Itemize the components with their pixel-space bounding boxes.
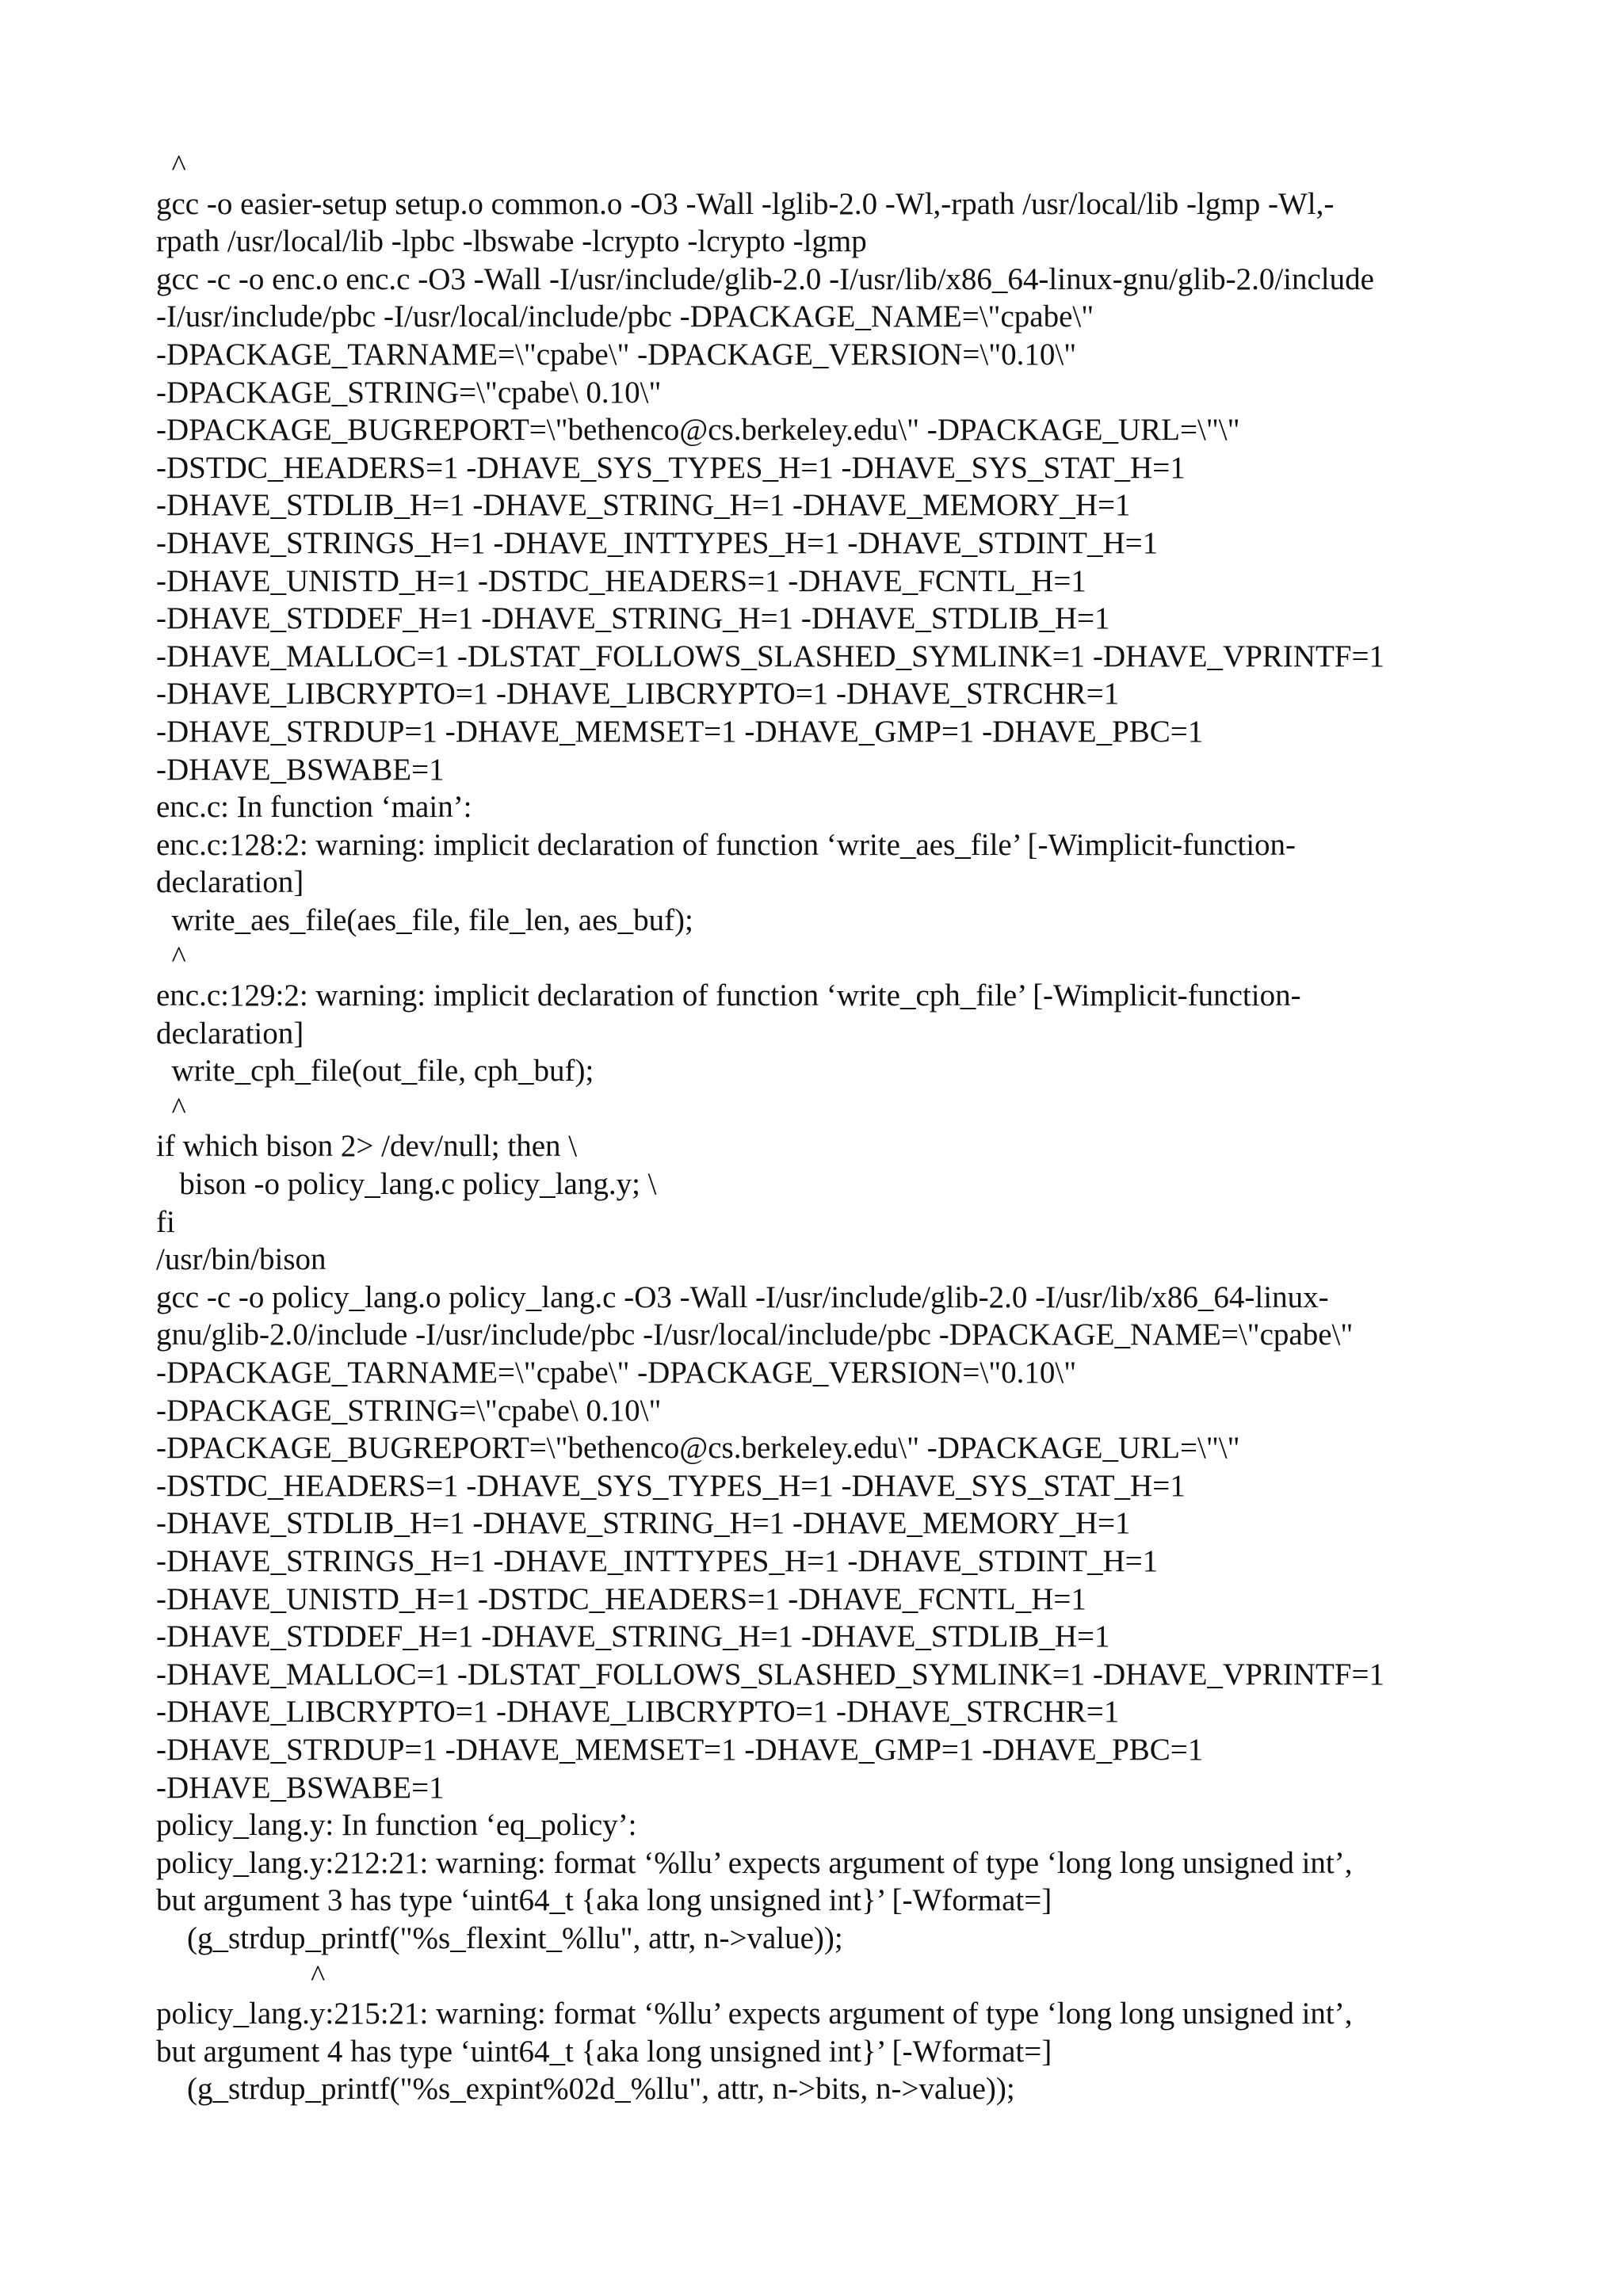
text-line: policy_lang.y: In function ‘eq_policy’: [156,1808,637,1843]
text-line: -DPACKAGE_STRING=\"cpabe\ 0.10\" [156,1393,662,1428]
text-line: -DHAVE_STDDEF_H=1 -DHAVE_STRING_H=1 -DHAVE_STDLIB_H=1 [156,1619,1110,1654]
text-line: -DHAVE_STRINGS_H=1 -DHAVE_INTTYPES_H=1 -DHAVE_STDINT_H=1 [156,1543,1159,1578]
text-line: -DSTDC_HEADERS=1 -DHAVE_SYS_TYPES_H=1 -DHAVE_SYS_STAT_H=1 [156,450,1186,485]
text-line: policy_lang.y:215:21: warning: format ‘%llu’ expects argument of type ‘long long unsigned int’, [156,1997,1353,2031]
text-line: -DHAVE_LIBCRYPTO=1 -DHAVE_LIBCRYPTO=1 -DHAVE_STRCHR=1 [156,1695,1120,1730]
text-line: ^ [156,149,186,183]
text-line: -DHAVE_MALLOC=1 -DLSTAT_FOLLOWS_SLASHED_SYMLINK=1 -DHAVE_VPRINTF=1 [156,1657,1384,1691]
text-line: -DHAVE_UNISTD_H=1 -DSTDC_HEADERS=1 -DHAVE_FCNTL_H=1 [156,1581,1086,1616]
text-line: enc.c:128:2: warning: implicit declaration of function ‘write_aes_file’ [-Wimplicit-function- [156,827,1296,862]
text-line: fi [156,1204,175,1239]
text-line: -DHAVE_BSWABE=1 [156,1770,445,1805]
text-line: -DPACKAGE_BUGREPORT=\"bethenco@cs.berkeley.edu\" -DPACKAGE_URL=\"\" [156,413,1240,448]
text-line: ^ [156,940,186,975]
text-line: -DHAVE_STDDEF_H=1 -DHAVE_STRING_H=1 -DHAVE_STDLIB_H=1 [156,601,1110,636]
text-line: -DHAVE_STRDUP=1 -DHAVE_MEMSET=1 -DHAVE_GMP=1 -DHAVE_PBC=1 [156,1732,1204,1767]
text-line: -DHAVE_BSWABE=1 [156,752,445,787]
text-line: -DHAVE_UNISTD_H=1 -DSTDC_HEADERS=1 -DHAVE_FCNTL_H=1 [156,563,1086,598]
text-line: but argument 3 has type ‘uint64_t {aka long unsigned int}’ [-Wformat=] [156,1883,1052,1918]
text-line: -DPACKAGE_BUGREPORT=\"bethenco@cs.berkeley.edu\" -DPACKAGE_URL=\"\" [156,1431,1240,1466]
text-line: gcc -c -o enc.o enc.c -O3 -Wall -I/usr/include/glib-2.0 -I/usr/lib/x86_64-linux-gnu/glib-2.0/include [156,261,1374,296]
text-line: declaration] [156,865,304,900]
text-line: -DHAVE_STDLIB_H=1 -DHAVE_STRING_H=1 -DHAVE_MEMORY_H=1 [156,1506,1131,1541]
text-line: -DSTDC_HEADERS=1 -DHAVE_SYS_TYPES_H=1 -DHAVE_SYS_STAT_H=1 [156,1468,1186,1503]
text-line: -DPACKAGE_STRING=\"cpabe\ 0.10\" [156,375,662,410]
text-line: -I/usr/include/pbc -I/usr/local/include/pbc -DPACKAGE_NAME=\"cpabe\" [156,299,1094,334]
text-line: -DHAVE_LIBCRYPTO=1 -DHAVE_LIBCRYPTO=1 -DHAVE_STRCHR=1 [156,677,1120,711]
text-line: -DPACKAGE_TARNAME=\"cpabe\" -DPACKAGE_VERSION=\"0.10\" [156,1356,1077,1390]
text-line: but argument 4 has type ‘uint64_t {aka long unsigned int}’ [-Wformat=] [156,2034,1052,2069]
text-line: write_cph_file(out_file, cph_buf); [156,1054,594,1089]
text-line: write_aes_file(aes_file, file_len, aes_buf); [156,902,693,937]
text-line: (g_strdup_printf("%s_flexint_%llu", attr, n->value)); [156,1920,843,1955]
text-line: declaration] [156,1016,304,1051]
text-line: enc.c: In function ‘main’: [156,790,472,825]
text-line: -DHAVE_MALLOC=1 -DLSTAT_FOLLOWS_SLASHED_SYMLINK=1 -DHAVE_VPRINTF=1 [156,639,1384,673]
text-line: -DHAVE_STDLIB_H=1 -DHAVE_STRING_H=1 -DHAVE_MEMORY_H=1 [156,488,1131,523]
text-line: (g_strdup_printf("%s_expint%02d_%llu", attr, n->bits, n->value)); [156,2072,1015,2107]
text-line: enc.c:129:2: warning: implicit declaration of function ‘write_cph_file’ [-Wimplicit-function- [156,978,1301,1013]
text-line: ^ [156,1958,326,1993]
text-line: -DHAVE_STRINGS_H=1 -DHAVE_INTTYPES_H=1 -DHAVE_STDINT_H=1 [156,525,1159,560]
text-line: gnu/glib-2.0/include -I/usr/include/pbc -I/usr/local/include/pbc -DPACKAGE_NAME=\"cpabe\" [156,1318,1354,1352]
text-line: gcc -c -o policy_lang.o policy_lang.c -O3 -Wall -I/usr/include/glib-2.0 -I/usr/lib/x86_64-linux- [156,1280,1329,1314]
text-line: rpath /usr/local/lib -lpbc -lbswabe -lcrypto -lcrypto -lgmp [156,224,867,259]
text-line: ^ [156,1091,186,1126]
text-line: policy_lang.y:212:21: warning: format ‘%llu’ expects argument of type ‘long long unsigned int’, [156,1845,1353,1880]
compiler-output-text [156,147,1472,2108]
text-line: gcc -o easier-setup setup.o common.o -O3 -Wall -lglib-2.0 -Wl,-rpath /usr/local/lib -lgmp -Wl,- [156,186,1335,221]
text-line: -DPACKAGE_TARNAME=\"cpabe\" -DPACKAGE_VERSION=\"0.10\" [156,337,1077,372]
text-line: /usr/bin/bison [156,1242,327,1277]
text-line: if which bison 2> /dev/null; then \ [156,1129,578,1164]
text-line: bison -o policy_lang.c policy_lang.y; \ [156,1167,657,1202]
text-line: -DHAVE_STRDUP=1 -DHAVE_MEMSET=1 -DHAVE_GMP=1 -DHAVE_PBC=1 [156,714,1204,749]
